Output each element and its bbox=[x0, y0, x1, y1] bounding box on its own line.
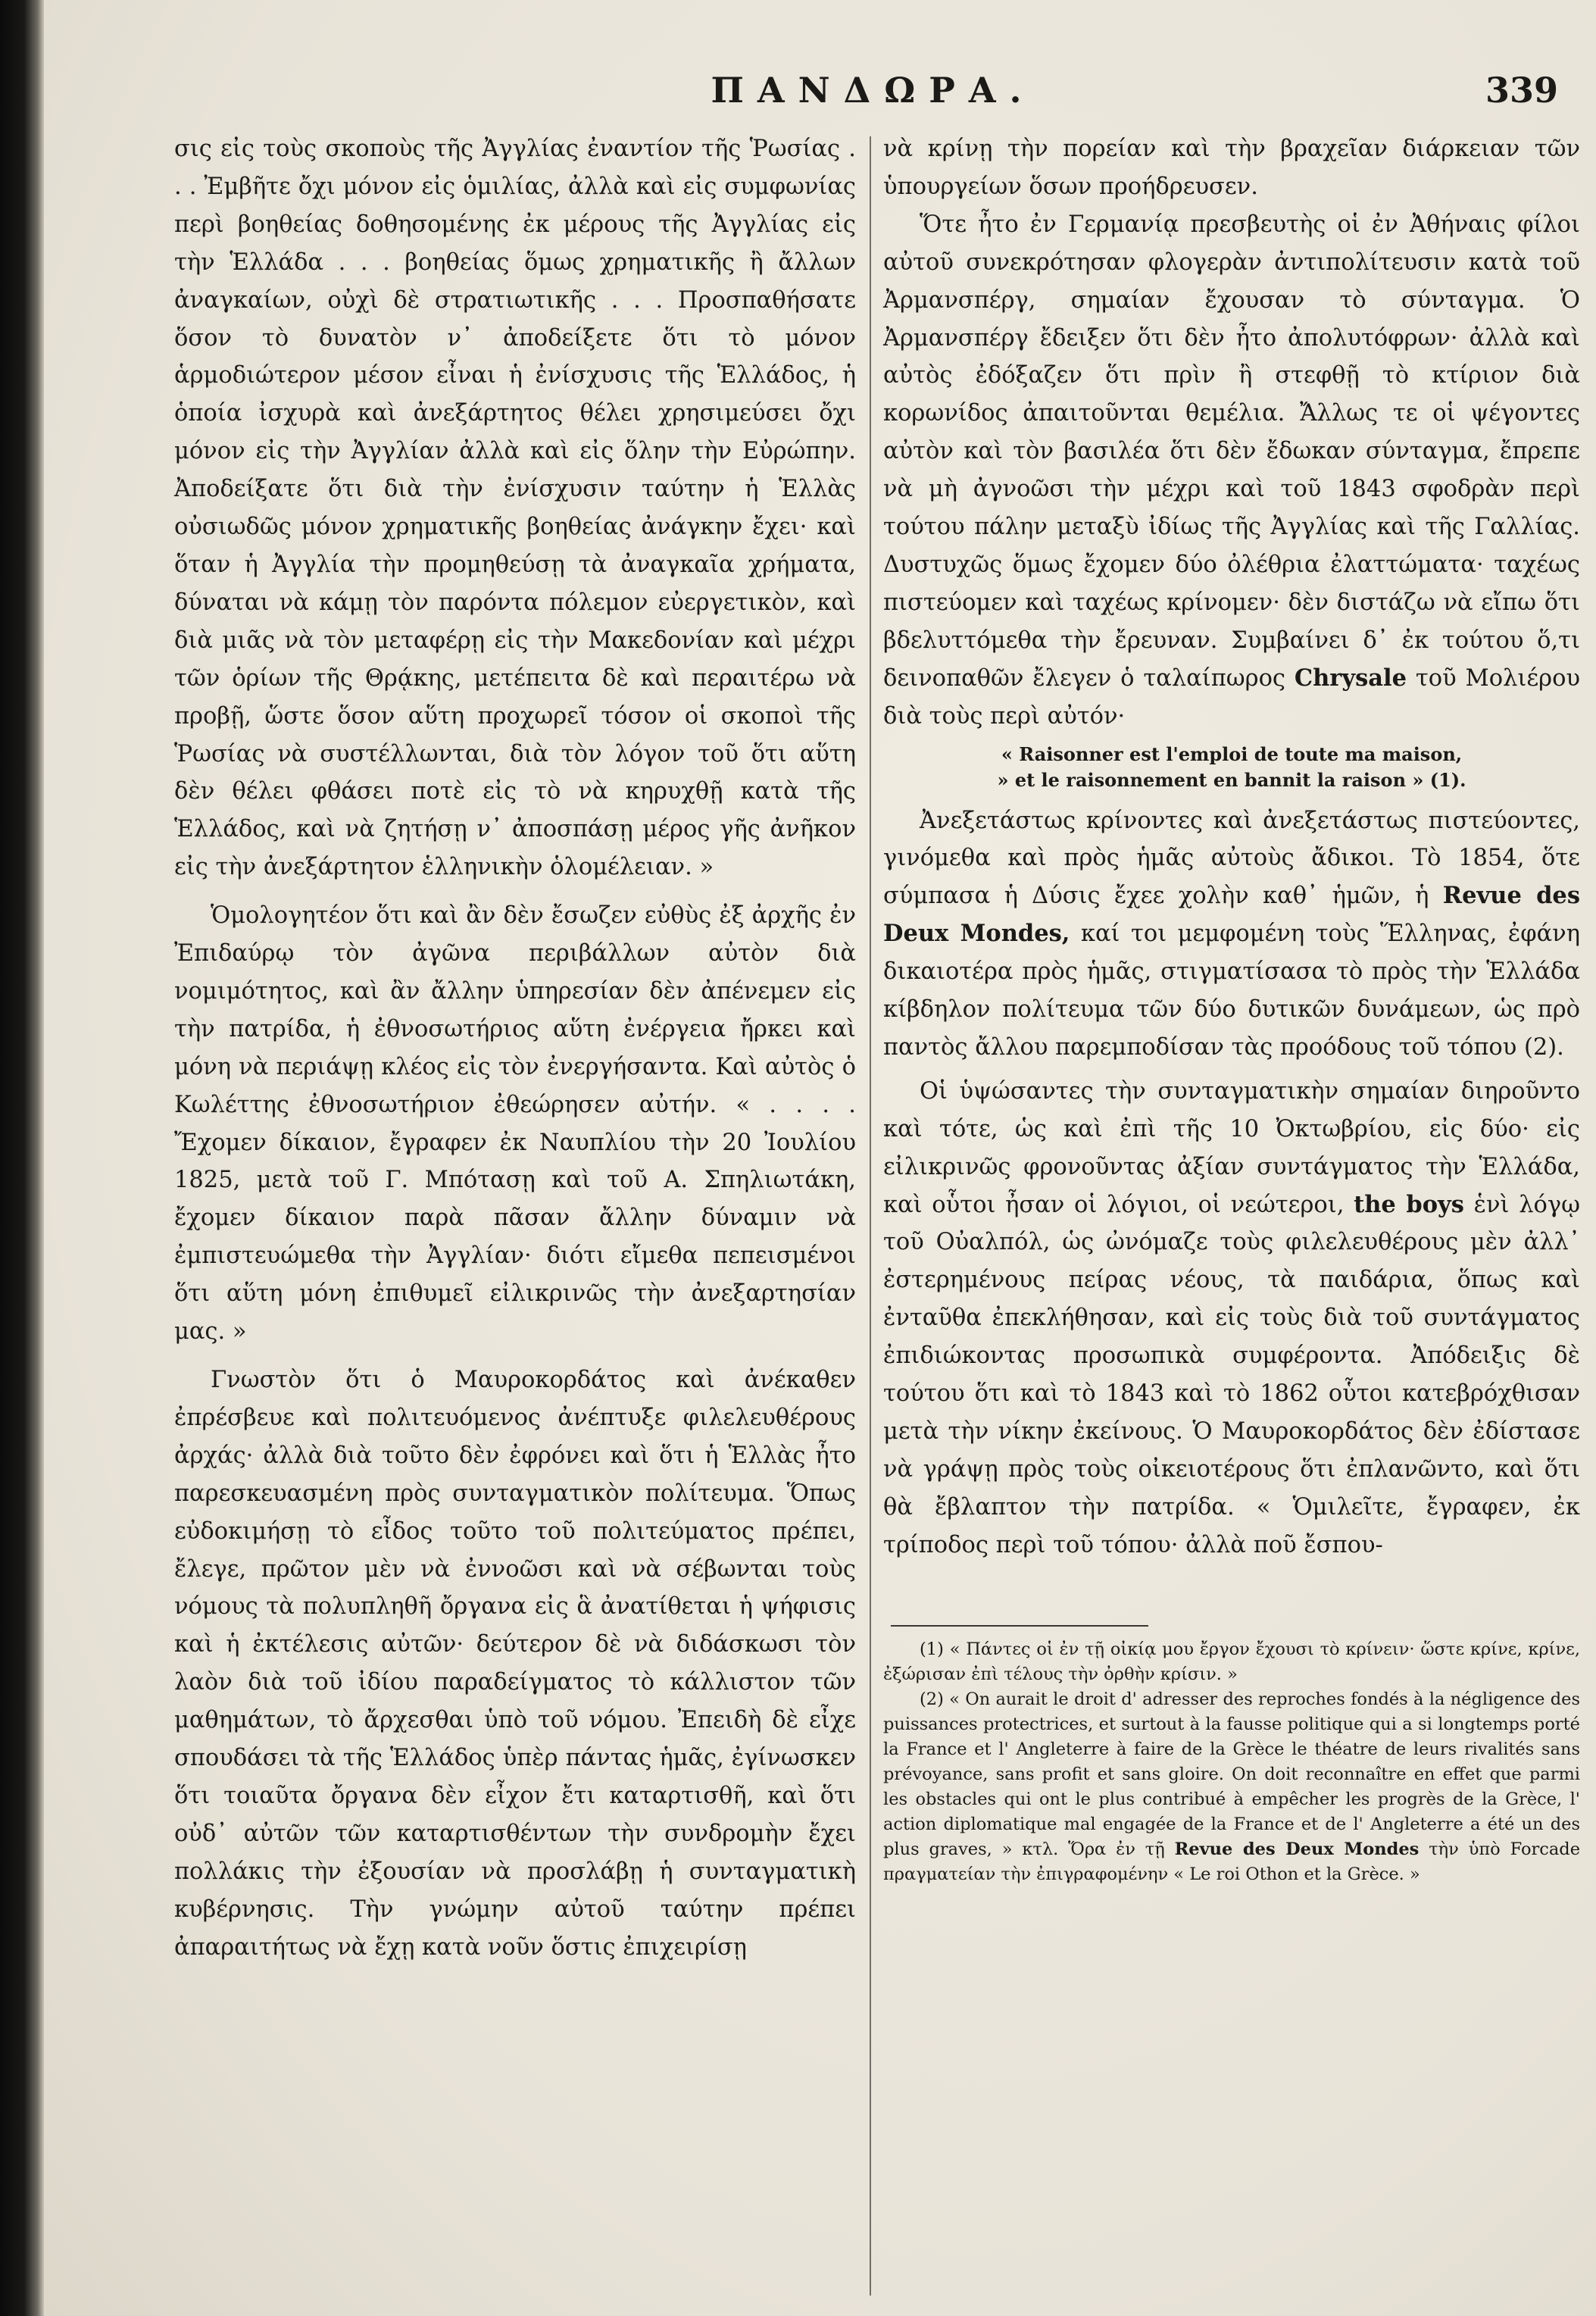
right-paragraph-2-tail: τοῦ Μολιέρου διὰ τοὺς περὶ αὐτόν· bbox=[883, 664, 1580, 730]
right-paragraph-3-text-a: Ἀνεξετάστως κρίνοντες καὶ ἀνεξετάστως πιστεύοντες, γινόμεθα καὶ πρὸς ἡμᾶς αὐτοὺς ἄδικοι. Τὸ 1854, ὅτε σύμπασα ἡ Δύσις ἔχεε χολὴν καθ᾽ ἡμῶν, ἡ bbox=[883, 807, 1580, 910]
left-paragraph-1: σις εἰς τοὺς σκοποὺς τῆς Ἀγγλίας ἐναντίον τῆς Ῥωσίας . . . Ἐμβῆτε ὄχι μόνον εἰς ὁμιλίας, ἀλλὰ καὶ εἰς συμφωνίας περὶ βοηθείας δοθησομένης ἐκ μέρους τῆς Ἀγγλίας εἰς τὴν Ἑλλάδα . . . βοηθείας ὅμως χρηματικῆς ἢ ἄλλων ἀναγκαίων, οὐχὶ δὲ στρατιωτικῆς . . . Προσπαθήσατε ὅσον τὸ δυνατὸν ν᾽ ἀποδείξετε ὅτι τὸ μόνον ἁρμοδιώτερον μέσον εἶναι ἡ ἐνίσχυσις τῆς Ἑλλάδος, ἡ ὁποία ἰσχυρὰ καὶ ἀνεξάρτητος θέλει χρησιμεύσει ὄχι μόνον εἰς τὴν Ἀγγλίαν ἀλλὰ καὶ εἰς ὅλην τὴν Εὐρώπην. Ἀποδείξατε ὅτι διὰ τὴν ἐνίσχυσιν ταύτην ἡ Ἑλλὰς οὐσιωδῶς μόνον χρηματικῆς βοηθείας ἀνάγκην ἔχει· καὶ ὅταν ἡ Ἀγγλία τὴν προμηθεύσῃ τὰ ἀναγκαῖα χρήματα, δύναται νὰ κάμῃ τὸν παρόντα πόλεμον εὐεργετικὸν, καὶ διὰ μιᾶς νὰ τὸν μεταφέρῃ εἰς τὴν Μακεδονίαν καὶ μέχρι τῶν ὁρίων τῆς Θρᾴκης, μετέπειτα δὲ καὶ περαιτέρω νὰ προβῇ, ὥστε ὅσον αὕτη προχωρεῖ τόσον οἱ σκοποὶ τῆς Ῥωσίας νὰ συστέλλωνται, διὰ τὸν λόγον τοῦ ὅτι αὕτη δὲν θέλει φθάσει ποτὲ εἰς τὸ νὰ κηρυχθῇ κατὰ τῆς Ἑλλάδος, καὶ νὰ ζητήσῃ ν᾽ ἀποσπάσῃ μέρος γῆς ἀνῆκον εἰς τὴν ἀνεξάρτητον ἑλληνικὴν ὁλομέλειαν. » bbox=[174, 136, 856, 881]
right-paragraph-2 bbox=[883, 206, 1580, 736]
book-binding-edge bbox=[0, 0, 44, 2316]
left-paragraph-3: Γνωστὸν ὅτι ὁ Μαυροκορδάτος καὶ ἀνέκαθεν ἐπρέσβευε καὶ πολιτευόμενος ἀνέπτυξε φιλελευθέρους ἀρχάς· ἀλλὰ διὰ τοῦτο δὲν ἐφρόνει καὶ ὅτι ἡ Ἑλλὰς ἦτο παρεσκευασμένη πρὸς συνταγματικὸν πολίτευμα. Ὅπως εὐδοκιμήσῃ τὸ εἶδος τοῦτο τοῦ πολιτεύματος πρέπει, ἔλεγε, πρῶτον μὲν νὰ ἐννοῶσι καὶ νὰ σέβωνται τοὺς νόμους τὰ πολυπληθῆ ὄργανα εἰς ἃ ἀνατίθεται ἡ ψήφισις καὶ ἡ ἐκτέλεσις αὐτῶν· δεύτερον δὲ νὰ διδάσκωσι τὸν λαὸν διὰ τοῦ ἰδίου παραδείγματος τὸ κάλλιστον τῶν μαθημάτων, τὸ ἄρχεσθαι ὑπὸ τοῦ νόμου. Ἐπειδὴ δὲ εἶχε σπουδάσει τὰ τῆς Ἑλλάδος ὑπὲρ πάντας ἡμᾶς, ἐγίνωσκεν ὅτι τοιαῦτα ὄργανα δὲν εἶχον ἔτι καταρτισθῆ, καὶ ὅτι οὐδ᾽ αὐτῶν τῶν καταρτισθέντων τὴν συνδρομὴν ἔχει πολλάκις τὴν ἐξουσίαν νὰ προσλάβῃ ἡ συνταγματικὴ κυβέρνησις. Τὴν γνώμην αὐτοῦ ταύτην πρέπει ἀπαραιτήτως νὰ ἔχῃ κατὰ νοῦν ὅστις ἐπιχειρίσῃ bbox=[174, 1367, 856, 1961]
left-paragraph-2: Ὁμολογητέον ὅτι καὶ ἂν δὲν ἔσωζεν εὐθὺς ἐξ ἀρχῆς ἐν Ἐπιδαύρῳ τὸν ἀγῶνα περιβάλλων αὐτὸν διὰ νομιμότητος, καὶ ἂν ἄλλην ὑπηρεσίαν δὲν ἀπένεμεν εἰς τὴν πατρίδα, ἡ ἐθνοσωτήριος αὕτη ἐνέργεια ἤρκει καὶ μόνη νὰ περιάψῃ κλέος εἰς τὸν ἐνεργήσαντα. Καὶ αὐτὸς ὁ Κωλέττης ἐθνοσωτήριον ἐθεώρησεν αὐτήν. « . . . . Ἔχομεν δίκαιον, ἔγραφεν ἐκ Ναυπλίου τὴν 20 Ἰουλίου 1825, μετὰ τοῦ Γ. Μπότασῃ καὶ τοῦ Α. Σπηλιωτάκη, ἔχομεν δίκαιον παρὰ πᾶσαν ἄλλην δύναμιν νὰ ἐμπιστευώμεθα τὴν Ἀγγλίαν· διότι εἴμεθα πεπεισμένοι ὅτι αὕτη μόνη ἐπιθυμεῖ εἰλικρινῶς τὴν ἀνεξαρτησίαν μας. » bbox=[174, 902, 856, 1346]
french-quotation bbox=[883, 742, 1580, 793]
right-column bbox=[883, 130, 1580, 1887]
column-divider bbox=[870, 136, 871, 2296]
right-paragraph-2-text: Ὅτε ἦτο ἐν Γερμανίᾳ πρεσβευτὴς οἱ ἐν Ἀθήναις φίλοι αὐτοῦ συνεκρότησαν φλογερὰν ἀντιπολίτευσιν κατὰ τοῦ Ἀρμανσπέργ, σημαίαν ἔχουσαν τὸ σύνταγμα. Ὁ Ἀρμανσπέργ ἔδειξεν ὅτι δὲν ἦτο ἀπολυτόφρων· ἀλλὰ καὶ αὐτὸς ἐδόξαζεν ὅτι πρὶν ἢ στεφθῇ τὸ κτίριον διὰ κορωνίδος ἀπαιτοῦνται θεμέλια. Ἄλλως τε οἱ ψέγοντες αὐτὸν καὶ τὸν βασιλέα ὅτι δὲν ἔδωκαν σύνταγμα, ἔπρεπε νὰ μὴ ἀγνοῶσι τὴν μέχρι καὶ τοῦ 1843 σφοδρὰν περὶ τούτου πάλην μεταξὺ ἰδίως τῆς Ἀγγλίας καὶ τῆς Γαλλίας. Δυστυχῶς ὅμως ἔχομεν δύο ὀλέθρια ἐλαττώματα· ταχέως πιστεύομεν καὶ ταχέως κρίνομεν· δὲν διστάζω νὰ εἴπω ὅτι βδελυττόμεθα τὴν ἔρευναν. Συμβαίνει δ᾽ ἐκ τούτου ὅ,τι δεινοπαθῶν ἔλεγεν ὁ ταλαίπωρος bbox=[883, 211, 1580, 692]
right-paragraph-1: νὰ κρίνῃ τὴν πορείαν καὶ τὴν βραχεῖαν διάρκειαν τῶν ὑπουργείων ὅσων προήδρευσεν. bbox=[883, 136, 1580, 200]
right-paragraph-3-text-b: καί τοι μεμφομένη τοὺς Ἕλληνας, ἐφάνη δικαιοτέρα πρὸς ἡμᾶς, στιγματίσασα τὸ πρὸς τὴν Ἑλλάδα κίβδηλον πολίτευμα τῶν δύο δυτικῶν δυνάμεων, ὡς πρὸ παντὸς ἄλλου παρεμποδίσαν τὰς προόδους τοῦ τόπου (2). bbox=[883, 920, 1580, 1061]
running-title: ΠΑΝΔΩΡΑ. bbox=[711, 70, 1035, 111]
journal-page bbox=[44, 0, 1596, 2316]
journal-title: Revue des Deux Mondes, bbox=[883, 882, 1581, 948]
footnote-2 bbox=[883, 1687, 1580, 1887]
right-paragraph-4-text-a: Οἱ ὑψώσαντες τὴν συνταγματικὴν σημαίαν διηροῦντο καὶ τότε, ὡς καὶ ἐπὶ τῆς 10 Ὀκτωβρίου, εἰς δύο· εἰς εἰλικρινῶς φρονοῦντας ἀξίαν συντάγματος τὴν Ἑλλάδα, καὶ οὗτοι ἦσαν οἱ λόγιοι, οἱ νεώτεροι, bbox=[883, 1077, 1580, 1218]
right-paragraph-4 bbox=[883, 1073, 1580, 1564]
footnote-rule bbox=[891, 1625, 1148, 1627]
quote-line-1: « Raisonner est l'emploi de toute ma maison, bbox=[1001, 742, 1463, 765]
footnote-2-journal: Revue des Deux Mondes bbox=[1174, 1839, 1420, 1859]
footnote-2-text-b: τὴν ὑπὸ Forcade πραγματείαν τὴν ἐπιγραφομένην « Le roi Othon et la Grèce. » bbox=[883, 1839, 1581, 1884]
left-column bbox=[174, 130, 856, 1967]
right-paragraph-4-text-b: ἑνὶ λόγῳ τοῦ Οὐαλπόλ, ὡς ὠνόμαζε τοὺς φιλελευθέρους μὲν ἀλλ᾽ ἐστερημένους πείρας νέους, τὰ παιδάρια, ὅπως καὶ ἐνταῦθα ἐπεκλήθησαν, καὶ εἰς τοὺς διὰ τοῦ συντάγματος ἐπιδιώκοντας προσωπικὰ συμφέροντα. Ἀπόδειξις δὲ τούτου ὅτι καὶ τὸ 1843 καὶ τὸ 1862 οὗτοι κατεβρόχθισαν μετὰ τὴν νίκην ἐκείνους. Ὁ Μαυροκορδάτος δὲν ἐδίστασε νὰ γράψῃ πρὸς τοὺς οἰκειοτέρους ὅτι ἐπλανῶντο, καὶ ὅτι θὰ ἔβλαπτον τὴν πατρίδα. « Ὁμιλεῖτε, ἔγραφεν, ἐκ τρίποδος περὶ τοῦ τόπου· ἀλλὰ ποῦ ἔσπου- bbox=[883, 1191, 1580, 1558]
the-boys-phrase: the boys bbox=[1354, 1190, 1464, 1218]
quote-line-2: » et le raisonnement en bannit la raison » (1). bbox=[997, 768, 1466, 791]
right-paragraph-3 bbox=[883, 802, 1580, 1067]
footnote-2-text-a: (2) « On aurait le droit d' adresser des reproches fondés à la négligence des puissances protectrices, et surtout à la fausse politique qui a si longtemps porté la France et l' Angleterre à faire de la Grèce le théatre de leurs rivalités sans prévoyance, sans profit et sans gloire. On doit reconnaître en effet que parmi les obstacles qui ont le plus contribué à empêcher les progrès de la Grèce, l' action diplomatique mal engagée de la France et de l' Angleterre a été un des plus graves, » κτλ. Ὅρα ἐν τῇ bbox=[883, 1689, 1580, 1859]
name-chrysale: Chrysale bbox=[1294, 664, 1407, 692]
footnote-1: (1) « Πάντες οἱ ἐν τῇ οἰκίᾳ μου ἔργον ἔχουσι τὸ κρίνειν· ὥστε κρίνε, κρίνε, ἐξώρισαν ἐπὶ τέλους τὴν ὀρθὴν κρίσιν. » bbox=[883, 1639, 1580, 1684]
page-header bbox=[188, 70, 1558, 115]
page-number: 339 bbox=[1485, 70, 1558, 111]
